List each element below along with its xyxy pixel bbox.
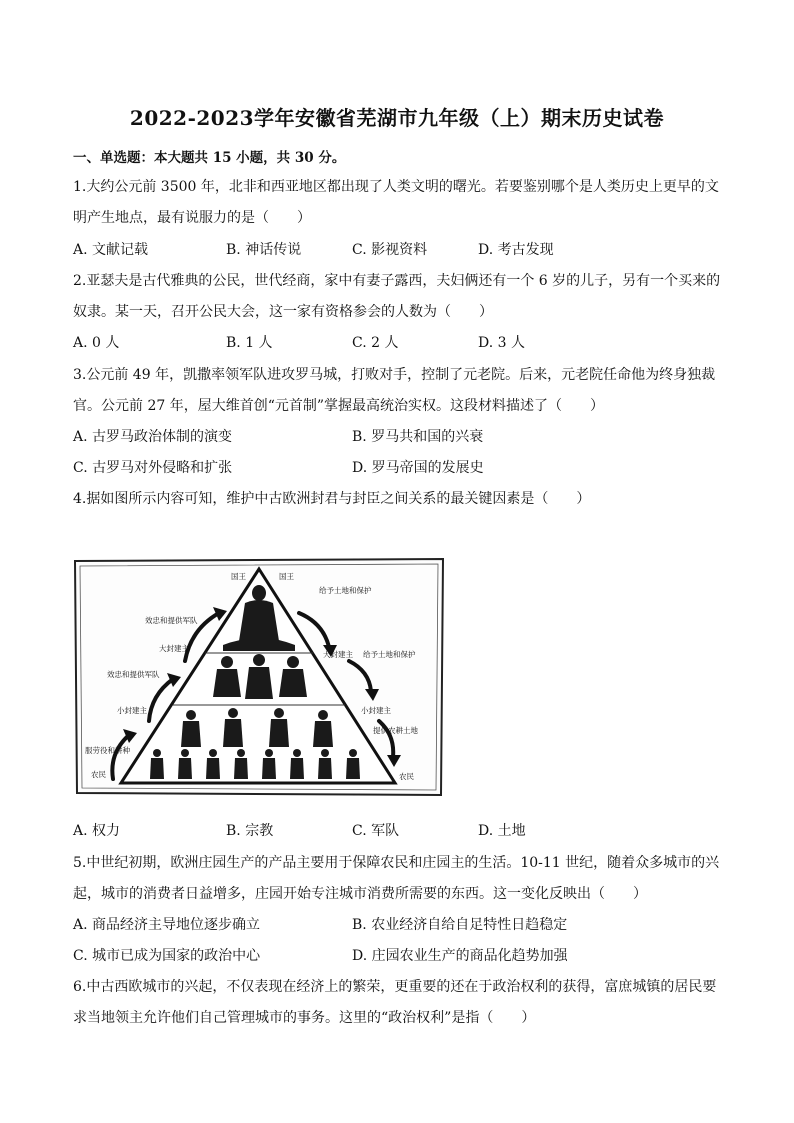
left-label-king: 国王	[231, 572, 246, 581]
feudal-pyramid-illustration	[73, 557, 445, 797]
page-title: 2022-2023学年安徽省芜湖市九年级（上）期末历史试卷	[129, 106, 665, 130]
great-lord-figures	[213, 654, 307, 699]
feudal-hierarchy-figure	[73, 557, 445, 797]
section-heading: 一、单选题：本大题共 15 小题，共 30 分。	[73, 150, 346, 166]
left-label-loyalty-2: 效忠和提供军队	[107, 670, 160, 679]
right-label-great-lord: 大封建主	[323, 650, 353, 659]
question-2-option-d: D. 3 人	[478, 335, 525, 351]
question-2-option-c: C. 2 人	[352, 335, 399, 351]
left-label-knight: 小封建主	[117, 706, 147, 715]
question-4-option-d: D. 土地	[478, 823, 526, 839]
question-3-option-b: B. 罗马共和国的兴衰	[352, 429, 484, 445]
question-5-line-1: 5.中世纪初期，欧洲庄园生产的产品主要用于保障农民和庄园主的生活。10-11 世纪，随着众多城市的兴	[73, 855, 720, 871]
right-label-land-2: 给予土地和保护	[363, 650, 416, 659]
left-label-loyalty-1: 效忠和提供军队	[145, 616, 198, 625]
left-label-great-lord: 大封建主	[159, 644, 189, 653]
question-3-option-a: A. 古罗马政治体制的演变	[73, 429, 233, 445]
right-label-peasant: 农民	[399, 772, 414, 781]
question-1-option-a: A. 文献记载	[73, 242, 149, 258]
question-1-option-c: C. 影视资料	[352, 242, 428, 258]
question-5-line-2: 起，城市的消费者日益增多，庄园开始专注城市消费所需要的东西。这一变化反映出（ ）	[73, 886, 647, 902]
question-1-option-d: D. 考古发现	[478, 242, 554, 258]
question-3-option-d: D. 罗马帝国的发展史	[352, 460, 484, 476]
question-2-line-1: 2.亚瑟夫是古代雅典的公民，世代经商，家中有妻子露西，夫妇俩还有一个 6 岁的儿子，另有一个买来的	[73, 273, 721, 289]
question-2-option-a: A. 0 人	[73, 335, 120, 351]
question-3-line-2: 官。公元前 27 年，屋大维首创“元首制”掌握最高统治实权。这段材料描述了（ ）	[73, 398, 605, 414]
question-5-option-d: D. 庄园农业生产的商品化趋势加强	[352, 948, 568, 964]
question-2-line-2: 奴隶。某一天，召开公民大会，这一家有资格参会的人数为（ ）	[73, 304, 493, 320]
question-3-option-c: C. 古罗马对外侵略和扩张	[73, 460, 233, 476]
right-label-farmland: 提供农耕土地	[373, 726, 418, 735]
question-5-option-b: B. 农业经济自给自足特性日趋稳定	[352, 917, 568, 933]
question-1-line-1: 1.大约公元前 3500 年，北非和西亚地区都出现了人类文明的曙光。若要鉴别哪个是人类历史上更早的文	[73, 179, 719, 195]
question-6-line-1: 6.中古西欧城市的兴起，不仅表现在经济上的繁荣，更重要的还在于政治权利的获得，富庶城镇的居民要	[73, 979, 717, 995]
left-label-labor: 服劳役和耕种	[85, 746, 130, 755]
question-6-line-2: 求当地领主允许他们自己管理城市的事务。这里的“政治权利”是指（ ）	[73, 1010, 536, 1026]
question-4-option-b: B. 宗教	[226, 823, 274, 839]
question-4-option-c: C. 军队	[352, 823, 400, 839]
right-label-land-1: 给予土地和保护	[319, 586, 372, 595]
left-label-peasant: 农民	[91, 770, 106, 779]
right-label-knight: 小封建主	[361, 706, 391, 715]
question-5-option-a: A. 商品经济主导地位逐步确立	[73, 917, 261, 933]
right-label-king: 国王	[279, 572, 294, 581]
question-2-option-b: B. 1 人	[226, 335, 273, 351]
question-3-line-1: 3.公元前 49 年，凯撒率领军队进攻罗马城，打败对手，控制了元老院。后来，元老院任命他为终身独裁	[73, 367, 716, 383]
question-1-option-b: B. 神话传说	[226, 242, 302, 258]
question-4-option-a: A. 权力	[73, 823, 121, 839]
question-1-line-2: 明产生地点，最有说服力的是（ ）	[73, 210, 311, 226]
question-5-option-c: C. 城市已成为国家的政治中心	[73, 948, 261, 964]
question-4-line-1: 4.据如图所示内容可知，维护中古欧洲封君与封臣之间关系的最关键因素是（ ）	[73, 491, 591, 507]
